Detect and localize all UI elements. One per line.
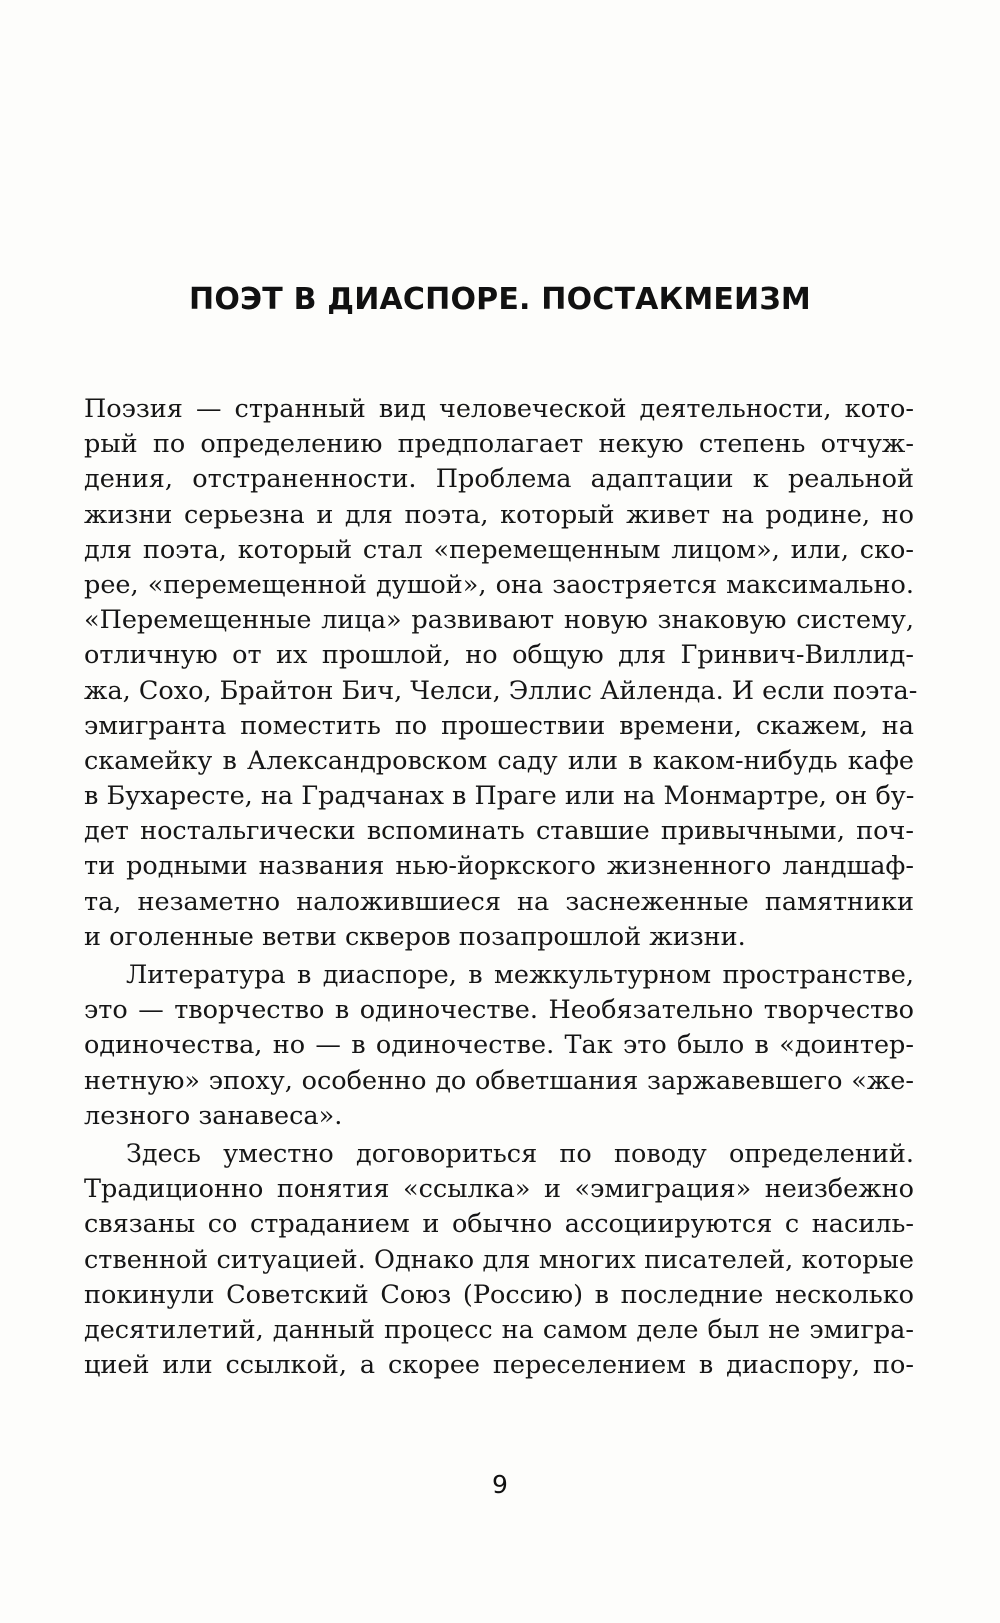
text-line: связаны со страданием и обычно ассоциируются с насиль-	[84, 1209, 914, 1240]
text-line: ти родными названия нью-йоркского жизненного ландшаф-	[84, 851, 914, 882]
text-line: для поэта, который стал «перемещенным лицом», или, ско-	[84, 534, 914, 565]
text-line: покинули Советский Союз (Россию) в последние несколько	[84, 1279, 914, 1310]
text-line: та, незаметно наложившиеся на заснеженные памятники	[84, 886, 914, 917]
text-line: ственной ситуацией. Однако для многих писателей, которые	[84, 1244, 914, 1275]
text-line: дет ностальгически вспоминать ставшие привычными, поч-	[84, 816, 914, 847]
text-line: жизни серьезна и для поэта, который живет на родине, но	[84, 499, 914, 530]
page-number: 9	[492, 1470, 508, 1499]
text-line: эмигранта поместить по прошествии времени, скажем, на	[84, 710, 914, 741]
text-line: отличную от их прошлой, но общую для Гринвич-Виллид-	[84, 640, 914, 671]
text-line: и оголенные ветви скверов позапрошлой жизни.	[84, 921, 746, 952]
body-text	[84, 392, 918, 1383]
text-line: это — творчество в одиночестве. Необязательно творчество	[84, 995, 914, 1026]
text-line: рый по определению предполагает некую степень отчуж-	[84, 429, 914, 460]
text-line: нетную» эпоху, особенно до обветшания заржавевшего «же-	[84, 1065, 914, 1096]
text-line: рее, «перемещенной душой», она заостряется максимально.	[84, 569, 914, 600]
text-line: в Бухаресте, на Градчанах в Праге или на Монмартре, он бу-	[84, 781, 915, 812]
text-line: десятилетий, данный процесс на самом деле был не эмигра-	[84, 1314, 914, 1345]
text-line: Литература в диаспоре, в межкультурном пространстве,	[126, 960, 914, 990]
text-line: «Перемещенные лица» развивают новую знаковую систему,	[84, 605, 914, 636]
paragraph-3	[84, 1137, 914, 1383]
text-line: скамейку в Александровском саду или в каком-нибудь кафе	[84, 745, 914, 776]
chapter-heading: ПОЭТ В ДИАСПОРЕ. ПОСТАКМЕИЗМ	[189, 282, 811, 317]
text-line: Традиционно понятия «ссылка» и «эмиграция» неизбежно	[84, 1174, 914, 1205]
text-line: одиночества, но — в одиночестве. Так это было в «доинтер-	[84, 1030, 914, 1061]
text-line: дения, отстраненности. Проблема адаптации к реальной	[84, 464, 914, 495]
text-line: жа, Сохо, Брайтон Бич, Челси, Эллис Айленда. И если поэта-	[84, 675, 918, 706]
text-line: Поэзия — странный вид человеческой деятельности, кото-	[84, 394, 914, 424]
text-line: лезного занавеса».	[84, 1100, 343, 1131]
paragraph-1	[84, 392, 918, 955]
text-line: Здесь уместно договориться по поводу определений.	[126, 1138, 914, 1169]
paragraph-2	[84, 958, 914, 1134]
text-line: цией или ссылкой, а скорее переселением в диаспору, по-	[84, 1350, 914, 1381]
